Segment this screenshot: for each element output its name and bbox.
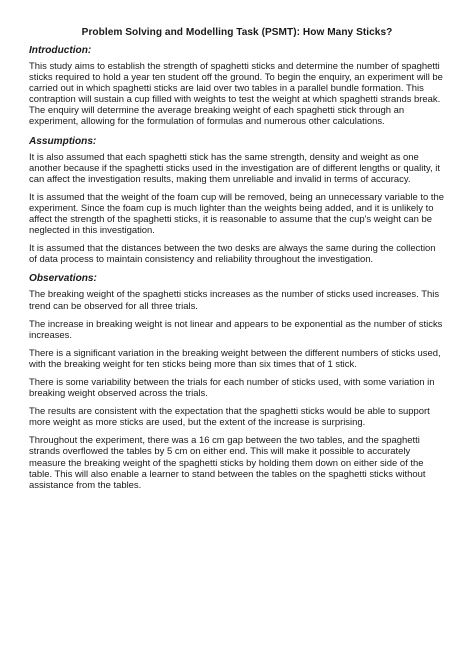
paragraph: There is a significant variation in the breaking weight between the different numbers of sticks used, with the breaking weight for ten sticks being more than six times that of 1 stick.: [29, 347, 441, 370]
paragraph: This study aims to establish the strength of spaghetti sticks and determine the number of spaghetti sticks required to hold a year ten student off the ground. To begin the enquiry, an experiment will be carried out in which spaghetti sticks are laid over two tables in a parallel bundle formation. This contraption will sustain a cup filled with weights to test the weight at which spaghetti strands break. The enquiry will determine the average breaking weight of each spaghetti stick through an experiment, allowing for the formulation of formulas and numerous other calculations.: [29, 61, 443, 128]
paragraph: Throughout the experiment, there was a 16 cm gap between the two tables, and the spaghetti strands overflowed the tables by 5 cm on either end. This will make it possible to accurately measure the breaking weight of the spaghetti sticks by holding them down on either side of the table. This will also enable a learner to stand between the tables on the spaghetti sticks without assistance from the tables.: [29, 435, 426, 491]
paragraph: The breaking weight of the spaghetti sticks increases as the number of sticks used increases. This trend can be observed for all three trials.: [29, 289, 440, 312]
paragraph: It is assumed that the distances between the two desks are always the same during the collection of data process to maintain consistency and reliability throughout the investigation.: [29, 243, 436, 266]
section-heading-observations: Observations:: [29, 273, 97, 285]
paragraph: The results are consistent with the expectation that the spaghetti sticks would be able to support more weight as more sticks are used, but the extent of the increase is surprising.: [29, 406, 430, 429]
section-introduction: [29, 44, 445, 128]
paragraph: The increase in breaking weight is not linear and appears to be exponential as the number of sticks increases.: [29, 318, 443, 341]
section-heading-assumptions: Assumptions:: [29, 135, 97, 147]
paragraph: It is also assumed that each spaghetti stick has the same strength, density and weight as one another because if the spaghetti sticks used in the investigation are of different lengths or quality, it can affect the investigation results, making them unreliable and invalid in terms of accuracy.: [29, 151, 440, 185]
section-assumptions: [29, 135, 445, 266]
document-title: Problem Solving and Modelling Task (PSMT): How Many Sticks?: [81, 27, 393, 38]
section-observations: [29, 272, 445, 490]
paragraph: It is assumed that the weight of the foam cup will be removed, being an unnecessary variable to the experiment. Since the foam cup is much lighter than the weights being added, and it is unlikely to affect the strength of the spaghetti sticks, it is reasonable to assume that the cup's weight can be neglected in this investigation.: [29, 191, 444, 237]
paragraph: There is some variability between the trials for each number of sticks used, with some variation in breaking weight observed across the trials.: [29, 376, 435, 400]
section-heading-introduction: Introduction:: [29, 45, 92, 56]
